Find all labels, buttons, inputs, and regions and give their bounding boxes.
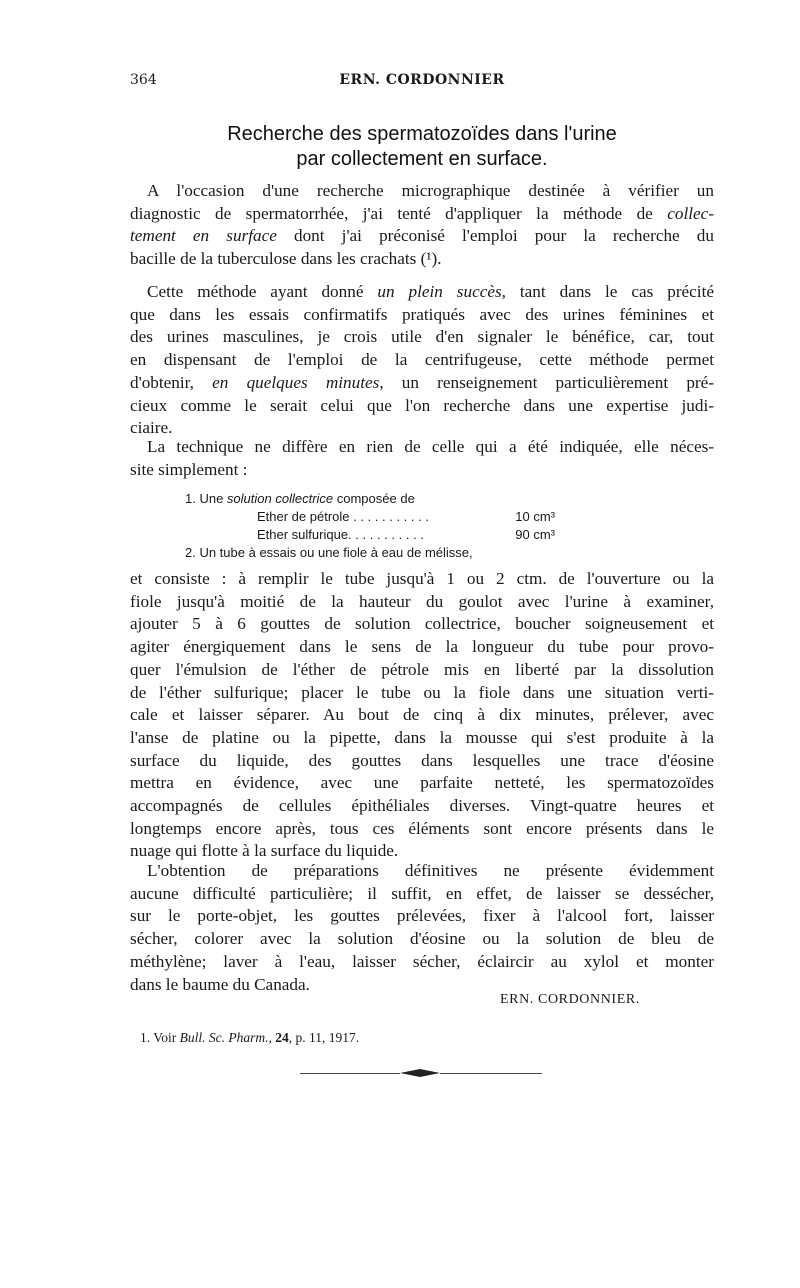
footnote-number: 1. — [140, 1030, 151, 1045]
journal-name: Bull. Sc. Pharm. — [179, 1030, 269, 1045]
article-title — [130, 122, 714, 172]
text-line: fiole jusqu'à moitié de la hauteur du goulot avec l'urine à examiner, — [130, 591, 714, 611]
text-line: cieux comme le serait celui que l'on recherche dans une expertise judi- — [130, 395, 714, 415]
title-line-1: Recherche des spermatozoïdes dans l'urine — [227, 123, 617, 145]
paragraph-2 — [130, 281, 714, 440]
text-line: longtemps encore après, tous ces éléments sont encore présents dans le — [130, 818, 714, 838]
footnote: 1. Voir Bull. Sc. Pharm., 24, p. 11, 1917. — [140, 1030, 360, 1045]
title-line-2: par collectement en surface. — [296, 148, 548, 170]
recipe-item-2: 2. Un tube à essais ou une fiole à eau de mélisse, — [185, 545, 473, 560]
text-line: site simplement : — [130, 459, 248, 479]
text-line: méthylène; laver à l'eau, laisser sécher, éclaircir au xylol et monter — [130, 951, 714, 971]
running-head: ERN. CORDONNIER — [339, 72, 505, 88]
text-line: cale et laisser séparer. Au bout de cinq à dix minutes, prélever, avec — [130, 705, 714, 725]
text-line: en dispensant de l'emploi de la centrifugeuse, cette méthode permet — [130, 350, 714, 370]
text-line: tement en surface dont j'ai préconisé l'emploi pour la recherche du — [130, 226, 714, 246]
text-line: ciaire. — [130, 418, 173, 438]
paragraph-4 — [130, 568, 714, 863]
text-line: nuage qui flotte à la surface du liquide. — [130, 841, 399, 861]
text-line: aucune difficulté particulière; il suffit, en effet, de laisser se dessécher, — [130, 883, 714, 903]
page-number: 364 — [130, 72, 157, 88]
text-line: et consiste : à remplir le tube jusqu'à 1 ou 2 ctm. de l'ouverture ou la — [130, 569, 714, 588]
text-line: ajouter 5 à 6 gouttes de solution collectrice, boucher soigneusement et — [130, 614, 714, 634]
ingredient-quantity: 10 cm³ — [515, 509, 555, 524]
author-signature: ERN. CORDONNIER. — [500, 992, 640, 1007]
text-line: L'obtention de préparations définitives ne présente évidemment — [147, 861, 714, 880]
end-rule-left — [300, 1073, 400, 1074]
text-line: sur le porte-objet, les gouttes prélevées, fixer à l'alcool fort, laisser — [130, 906, 714, 926]
text-line: bacille de la tuberculose dans les crachats (¹). — [130, 249, 442, 269]
diamond-ornament-icon — [400, 1066, 440, 1080]
recipe-ingredient-ether-sulfurique: Ether sulfurique. . . . . . . . . . . 90 cm³ — [257, 527, 555, 542]
page-header — [130, 72, 714, 94]
text-line: A l'occasion d'une recherche micrographique destinée à vérifier un — [147, 181, 714, 200]
text-line: agiter énergiquement dans le sens de la longueur du tube pour provo- — [130, 637, 714, 657]
text-line: mettra en évidence, avec une parfaite netteté, les spermatozoïdes — [130, 773, 714, 793]
text-line: l'anse de platine ou la pipette, dans la mousse qui s'est produite à la — [130, 727, 714, 747]
text-line: de l'éther sulfurique; placer le tube ou la fiole dans une situation verti- — [130, 682, 714, 702]
paragraph-1 — [130, 180, 714, 271]
text-line: que dans les essais confirmatifs pratiqués avec des urines féminines et — [130, 304, 714, 324]
paragraph-5 — [130, 860, 714, 996]
text-line: diagnostic de spermatorrhée, j'ai tenté d'appliquer la méthode de collec- — [130, 203, 714, 223]
ingredient-quantity: 90 cm³ — [515, 527, 555, 542]
text-line: sécher, colorer avec la solution d'éosine ou la solution de bleu de — [130, 929, 714, 949]
recipe-list — [185, 490, 565, 562]
recipe-item-1: 1. Une solution collectrice composée de — [185, 491, 415, 506]
recipe-ingredient-ether-petrole: Ether de pétrole . . . . . . . . . . . 10 cm³ — [257, 509, 555, 524]
text-line: dans le baume du Canada. — [130, 974, 310, 994]
text-line: quer l'émulsion de l'éther de pétrole mis en liberté par la dissolution — [130, 659, 714, 679]
end-rule-right — [440, 1073, 542, 1074]
text-line: d'obtenir, en quelques minutes, un renseignement particulièrement pré- — [130, 372, 715, 392]
text-line: Cette méthode ayant donné un plein succès, tant dans le cas précité — [147, 282, 714, 301]
text-line: accompagnés de cellules épithéliales diverses. Vingt-quatre heures et — [130, 796, 714, 816]
text-line: des urines masculines, je crois utile d'en signaler le bénéfice, car, tout — [130, 327, 714, 347]
paragraph-3 — [130, 436, 714, 481]
journal-volume: 24 — [275, 1030, 289, 1045]
text-line: surface du liquide, des gouttes dans lesquelles une trace d'éosine — [130, 750, 714, 770]
text-line: La technique ne diffère en rien de celle qui a été indiquée, elle néces- — [147, 437, 714, 456]
